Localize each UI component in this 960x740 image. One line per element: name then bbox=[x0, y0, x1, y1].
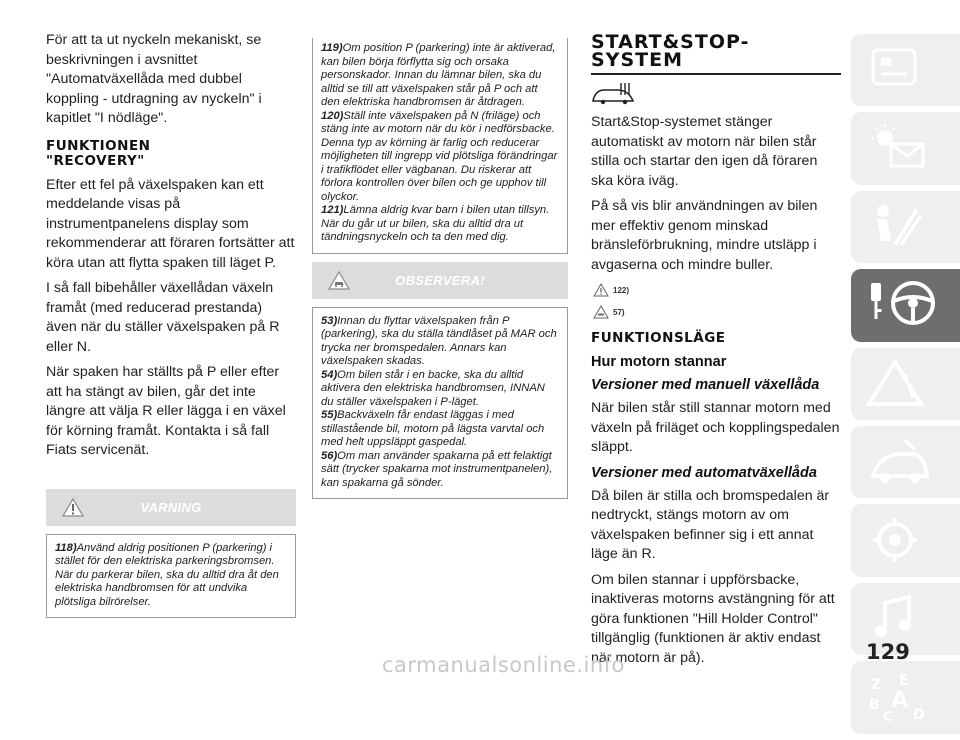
svg-text:B: B bbox=[869, 697, 880, 714]
warning-triangle-icon bbox=[62, 498, 84, 522]
warning-lights-icon bbox=[865, 122, 935, 174]
funktionslage-heading: FUNKTIONSLÄGE bbox=[591, 330, 726, 346]
svg-text:Z: Z bbox=[871, 677, 882, 694]
tab-starting-driving[interactable] bbox=[851, 269, 960, 341]
ref-122: 122) bbox=[593, 281, 841, 299]
page-number: 129 bbox=[866, 640, 910, 664]
recovery-paragraph-3: När spaken har ställts på P eller efter att ha stängt av bilen, går det inte längre att välja R eller lägga i en växel för körning framåt. Kontakta i så fall Fiats servicenät. bbox=[46, 364, 286, 458]
warning-box-continued bbox=[312, 38, 568, 254]
recovery-heading: FUNKTIONEN "RECOVERY" bbox=[46, 137, 151, 169]
warning-note-119: 119)Om position P (parkering) inte är aktiverad, kan bilen börja förflytta sig och orsaka personskador. Innan du lämnar bilen, ska du alltid se till att växelspaken står på P och att den elektriska handbromsen är åtdragen. bbox=[321, 42, 556, 108]
steering-wheel-icon bbox=[865, 279, 939, 331]
sub-heading-engine-stop: Hur motorn stannar bbox=[591, 354, 727, 370]
start-stop-icon bbox=[591, 81, 841, 107]
observe-note-56: 56)Om man använder spakarna på ett felaktigt sätt (trycker spakarna mot instrumentpanelen), kan spakarna gå sönder. bbox=[321, 449, 553, 489]
technical-data-icon bbox=[865, 514, 935, 566]
maintenance-icon bbox=[865, 436, 935, 488]
observe-note-53: 53)Innan du flyttar växelspaken från P (parkering), ska du ställa tändlåset på MAR och trycka ner bromspedalen. Annars kan växelspaken skadas. bbox=[321, 314, 557, 367]
ref-57: 57) bbox=[593, 303, 841, 321]
tab-technical-data[interactable] bbox=[851, 504, 960, 576]
sub-heading-automatic: Versioner med automatväxellåda bbox=[591, 464, 817, 481]
observe-bar bbox=[312, 262, 568, 299]
intro-paragraph-2: På så vis blir användningen av bilen mer effektiv genom minskad bränsleförbrukning, mindre utsläpp i avgaserna och mindre buller. bbox=[591, 198, 818, 273]
warning-note-118: 118)Använd aldrig positionen P (parkering) i stället för den elektriska parkeringsbromsen. När du parkerar bilen, ska du alltid dra åt den elektriska handbromsen för att undvika plötsliga bilrörelser. bbox=[55, 541, 279, 608]
emergency-icon bbox=[865, 358, 935, 410]
tab-warning-lights[interactable] bbox=[851, 112, 960, 184]
car-info-icon bbox=[865, 44, 935, 96]
warning-bar bbox=[46, 489, 296, 526]
svg-text:A: A bbox=[891, 688, 909, 714]
chapter-sidebar bbox=[851, 34, 960, 740]
caution-ref-icon bbox=[593, 305, 609, 319]
manual-paragraph: När bilen står still stannar motorn med växeln på friläget och kopplingspedalen släppt. bbox=[591, 400, 840, 455]
automatic-paragraph-1: Då bilen är stilla och bromspedalen är nedtryckt, stängs motorn av om växelspaken befinner sig i ett annat läge än R. bbox=[591, 487, 830, 562]
intro-paragraph: För att ta ut nyckeln mekaniskt, se beskrivningen i avsnittet "Automatväxellåda med dubbel koppling - utdragning av nyckeln" i kapitlet "I nödläge". bbox=[46, 32, 262, 126]
watermark: carmanualsonline.info bbox=[382, 653, 625, 677]
car-caution-icon bbox=[328, 271, 350, 295]
index-icon bbox=[865, 671, 935, 723]
tab-car-info[interactable] bbox=[851, 34, 960, 106]
title-rule bbox=[591, 73, 841, 75]
warning-box bbox=[46, 534, 296, 619]
warning-note-121: 121)Lämna aldrig kvar barn i bilen utan tillsyn. När du går ut ur bilen, ska du alltid dra ut tändningsnyckeln och ta den med dig. bbox=[321, 204, 550, 243]
observe-title: OBSERVERA! bbox=[395, 272, 485, 288]
svg-text:C: C bbox=[883, 710, 893, 724]
observe-box bbox=[312, 307, 568, 500]
warning-title: VARNING bbox=[140, 499, 202, 515]
automatic-paragraph-2: Om bilen stannar i uppförsbacke, inaktiveras motorns avstängning för att göra funktionen "Hill Holder Control" tillgänglig (funktionen är aktiv endast när motorn är på). bbox=[591, 571, 835, 666]
warning-note-120: 120)Ställ inte växelspaken på N (friläge) och stäng inte av motorn när du kör i nedförsbacke. Denna typ av körning är farlig och reducerar möjligheten till ingrepp vid plötsliga förändringar i trafikflödet eller vägbanan. Du riskerar att förlora kontrollen över bilen och ge upphov till olyckor. bbox=[321, 109, 558, 203]
intro-paragraph-1: Start&Stop-systemet stänger automatiskt av motorn när bilen står stilla och startar den igen då föraren ska köra iväg. bbox=[591, 114, 818, 189]
sub-heading-manual: Versioner med manuell växellåda bbox=[591, 377, 820, 393]
observe-note-54: 54)Om bilen står i en backe, ska du alltid aktivera den elektriska handbromsen, INNAN du ställer växelspaken i P-läget. bbox=[321, 368, 545, 408]
safety-icon bbox=[865, 201, 935, 253]
tab-maintenance[interactable] bbox=[851, 426, 960, 498]
recovery-paragraph-2: I så fall bibehåller växellådan växeln framåt (med reducerad prestanda) även när du ställer växelspaken på R eller N. bbox=[46, 280, 280, 355]
tab-index[interactable] bbox=[851, 661, 960, 733]
tab-emergency[interactable] bbox=[851, 348, 960, 420]
svg-text:D: D bbox=[913, 707, 925, 724]
column-middle bbox=[312, 38, 568, 499]
warning-ref-icon bbox=[593, 283, 609, 297]
recovery-paragraph-1: Efter ett fel på växelspaken kan ett meddelande visas på instrumentpanelens display som rekommenderar att föraren fortsätter att köra utan att flytta spaken till läget P. bbox=[46, 176, 295, 271]
observe-note-55: 55)Backväxeln får endast läggas i med stillastående bil, motorn på lägsta varvtal och med helt uppsläppt gaspedal. bbox=[321, 409, 545, 448]
section-title: START&STOP- SYSTEM bbox=[591, 31, 750, 71]
multimedia-icon bbox=[865, 593, 935, 645]
column-right bbox=[591, 33, 841, 674]
tab-safety[interactable] bbox=[851, 191, 960, 263]
column-left bbox=[46, 31, 296, 618]
svg-text:E: E bbox=[899, 673, 909, 690]
